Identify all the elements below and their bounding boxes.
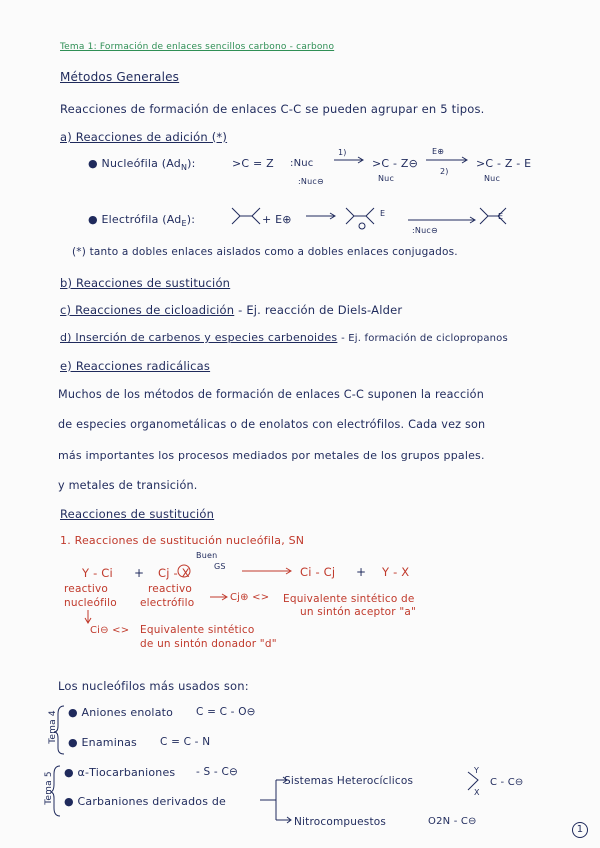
metodos-generales-heading: Métodos Generales bbox=[60, 70, 180, 84]
paragraph-line-2: de especies organometálicas o de enolatos con electrófilos. Cada vez son bbox=[58, 418, 486, 431]
nuc-under-product: Nuc bbox=[484, 174, 501, 183]
nucleofila-sub: N bbox=[180, 163, 188, 173]
product-yx: Y - X bbox=[382, 565, 410, 579]
bullet-icon: ● bbox=[68, 736, 78, 749]
step1-label: 1) bbox=[338, 148, 347, 157]
bullet-icon: ● bbox=[64, 766, 74, 779]
footnote: (*) tanto a dobles enlaces aislados como a dobles enlaces conjugados. bbox=[72, 246, 458, 258]
nuc-minus: :Nuc⊖ bbox=[298, 177, 324, 186]
enaminas-label: Enaminas bbox=[81, 736, 137, 749]
tema4-label: Tema 4 bbox=[47, 710, 58, 744]
sustitucion-heading: Reacciones de sustitución bbox=[60, 507, 215, 521]
e-on-cation: E bbox=[380, 209, 386, 218]
nitro-structure: O2N - C⊖ bbox=[428, 816, 477, 827]
item-d-example: - Ej. formación de ciclopropanos bbox=[341, 333, 508, 344]
electrofila-label: Electrófila (Ad bbox=[101, 213, 182, 226]
buen-label: Buen bbox=[196, 551, 218, 560]
nuc-under-intermediate: Nuc bbox=[378, 174, 395, 183]
cation-charge-circle bbox=[359, 223, 365, 229]
bullet-icon: ● bbox=[64, 795, 74, 808]
product-structure: >C - Z - E bbox=[476, 157, 532, 170]
equiv-aceptor-2: un sintón aceptor "a" bbox=[300, 606, 417, 618]
e-plus-label: E⊕ bbox=[432, 147, 445, 156]
electrofila-sub: E bbox=[181, 219, 187, 229]
x-circle bbox=[178, 565, 190, 577]
product-ci-cj: Ci - Cj bbox=[300, 565, 336, 579]
product-alkene-drawing bbox=[480, 208, 506, 224]
tiocarbaniones-label: α-Tiocarbaniones bbox=[77, 766, 176, 779]
ci-minus: Ci⊖ <> bbox=[90, 625, 130, 636]
aniones-enolato-label: Aniones enolato bbox=[81, 706, 174, 719]
intermediate-structure: >C - Z⊖ bbox=[372, 157, 419, 170]
alkene-drawing bbox=[232, 208, 260, 224]
nucleofila-end: ): bbox=[187, 157, 196, 170]
equiv-donador-1: Equivalente sintético bbox=[140, 624, 255, 636]
nuc-arrow-label: :Nuc⊖ bbox=[412, 226, 438, 235]
bullet-icon: ● bbox=[88, 157, 98, 170]
nitrocompuestos: Nitrocompuestos bbox=[294, 816, 387, 828]
heterociclo-structure: C - C⊖ bbox=[490, 777, 524, 788]
nucleofilo-label: nucleófilo bbox=[64, 597, 117, 609]
y-ci: Y - Ci bbox=[82, 566, 113, 580]
cj-plus: Cj⊕ <> bbox=[230, 592, 270, 603]
electrofilo-label: electrófilo bbox=[140, 597, 195, 609]
item-a-text: a) Reacciones de adición (*) bbox=[60, 130, 228, 144]
nucleofilos-heading: Los nucleófilos más usados son: bbox=[58, 679, 249, 693]
page-number: 1 bbox=[572, 822, 588, 838]
nuc-reagent: :Nuc bbox=[290, 158, 314, 169]
enolato-structure: C = C - O⊖ bbox=[196, 706, 256, 718]
plus-sign: + bbox=[134, 566, 145, 580]
x-symbol: X bbox=[474, 788, 480, 797]
reactivo-2: reactivo bbox=[148, 583, 193, 595]
reactivo-1: reactivo bbox=[64, 583, 109, 595]
carbonyl-structure: >C = Z bbox=[232, 157, 274, 170]
item-e-text: e) Reacciones radicálicas bbox=[60, 359, 211, 373]
item-d-text: d) Inserción de carbenos y especies carbenoides bbox=[60, 331, 338, 344]
item-c-example: - Ej. reacción de Diels-Alder bbox=[238, 303, 403, 317]
nucleofila-label: Nucleófila (Ad bbox=[101, 157, 181, 170]
equiv-aceptor-1: Equivalente sintético de bbox=[283, 593, 415, 605]
plus-e-reagent: + E⊕ bbox=[262, 213, 292, 226]
bullet-icon: ● bbox=[88, 213, 98, 226]
equiv-donador-2: de un sintón donador "d" bbox=[140, 638, 277, 650]
plus-sign-2: + bbox=[356, 565, 367, 579]
page-title: Tema 1: Formación de enlaces sencillos carbono - carbono bbox=[60, 42, 335, 52]
sn-heading: 1. Reacciones de sustitución nucleófila, SN bbox=[60, 534, 305, 547]
enaminas-structure: C = C - N bbox=[160, 736, 211, 748]
heterociclo-bracket bbox=[468, 772, 478, 790]
cj-x: Cj - X bbox=[158, 566, 190, 580]
paragraph-line-3: más importantes los procesos mediados por metales de los grupos ppales. bbox=[58, 449, 485, 462]
tio-structure: - S - C⊖ bbox=[196, 766, 238, 778]
tema5-label: Tema 5 bbox=[43, 771, 54, 805]
y-symbol: Y bbox=[474, 766, 480, 775]
brace-tema5 bbox=[50, 766, 60, 816]
carbaniones-label: Carbaniones derivados de bbox=[77, 795, 226, 808]
step2-label: 2) bbox=[440, 167, 449, 176]
gs-label: GS bbox=[214, 562, 226, 571]
paragraph-line-1: Muchos de los métodos de formación de enlaces C-C suponen la reacción bbox=[58, 388, 485, 401]
paragraph-line-4: y metales de transición. bbox=[58, 479, 198, 492]
cation-drawing bbox=[346, 208, 374, 224]
sistemas-heterociclicos: Sistemas Heterocíclicos bbox=[284, 775, 414, 787]
electrofila-end: ): bbox=[186, 213, 196, 226]
item-b-text: b) Reacciones de sustitución bbox=[60, 276, 231, 290]
brace-tema4 bbox=[54, 706, 64, 754]
e-on-product: E bbox=[498, 212, 504, 221]
bullet-icon: ● bbox=[68, 706, 78, 719]
item-c-text: c) Reacciones de cicloadición bbox=[60, 303, 235, 317]
intro-text: Reacciones de formación de enlaces C-C se pueden agrupar en 5 tipos. bbox=[60, 102, 485, 116]
